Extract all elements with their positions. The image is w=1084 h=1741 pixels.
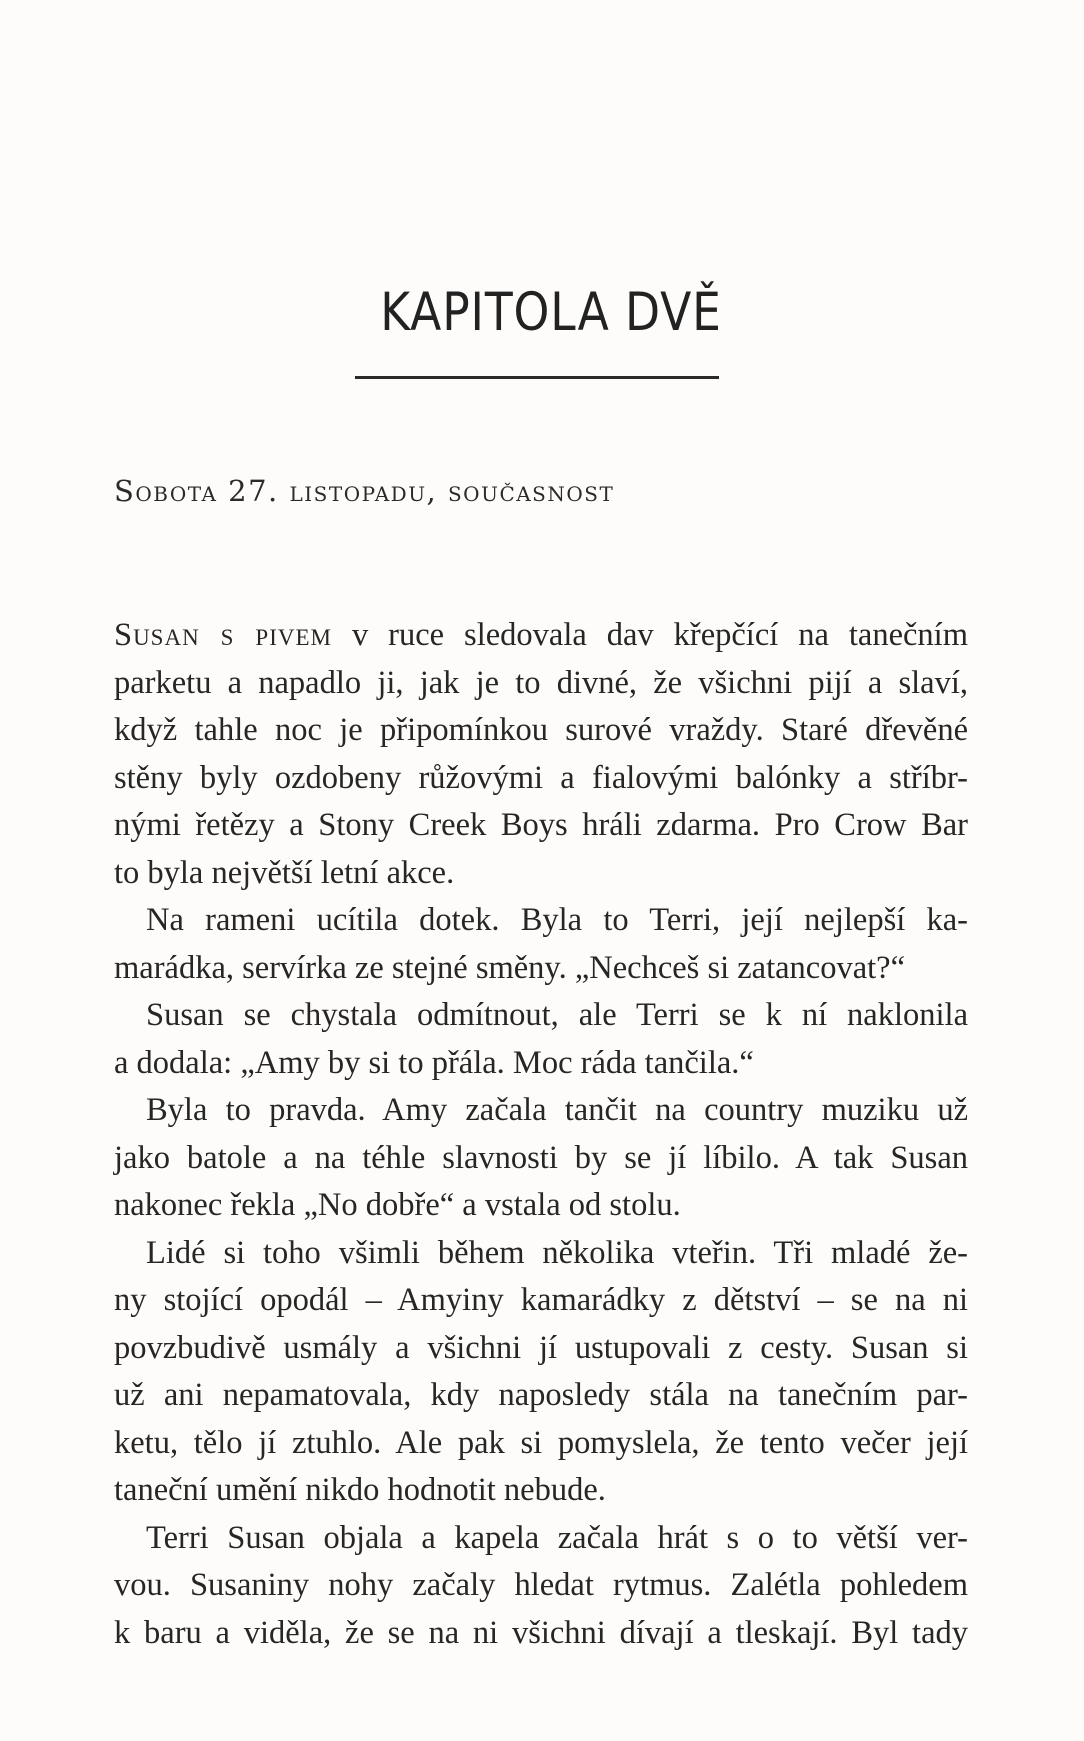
body-text <box>114 612 968 1657</box>
text-line: když tahle noc je připomínkou surové vraždy. Staré dřevěné <box>114 712 968 748</box>
text-line: ketu, tělo jí ztuhlo. Ale pak si pomyslela, že tento večer její <box>114 1424 968 1461</box>
text-line: stěny byly ozdobeny růžovými a fialovými balónky a stříbr- <box>114 759 968 796</box>
text-line: Terri Susan objala a kapela začala hrát s o to větší ver- <box>146 1519 968 1556</box>
text-line: povzbudivě usmály a všichni jí ustupovali z cesty. Susan si <box>114 1329 968 1366</box>
text-line: taneční umění nikdo hodnotit nebude. <box>114 1472 606 1508</box>
text-line: už ani nepamatovala, kdy naposledy stála na tanečním par- <box>114 1377 968 1413</box>
text-line: Byla to pravda. Amy začala tančit na country muziku už <box>146 1092 968 1128</box>
text-line: nakonec řekla „No dobře“ a vstala od stolu. <box>114 1187 681 1223</box>
text-line: to byla největší letní akce. <box>114 854 455 891</box>
text-line: vou. Susaniny nohy začaly hledat rytmus. Zalétla pohledem <box>114 1567 968 1603</box>
text-line: parketu a napadlo ji, jak je to divné, že všichni pijí a slaví, <box>114 664 968 701</box>
text-line: Lidé si toho všimli během několika vteřin. Tři mladé že- <box>146 1234 968 1271</box>
title-underline <box>355 376 719 379</box>
text-line: ny stojící opodál – Amyiny kamarádky z dětství – se na ni <box>114 1282 968 1318</box>
chapter-title: KAPITOLA DVĚ <box>380 282 722 343</box>
text-line: a dodala: „Amy by si to přála. Moc ráda tančila.“ <box>114 1044 754 1081</box>
date-heading: Sobota 27. listopadu, současnost <box>114 474 615 508</box>
text-line: nými řetězy a Stony Creek Boys hráli zdarma. Pro Crow Bar <box>114 807 968 843</box>
text-line: jako batole a na téhle slavnosti by se jí líbilo. A tak Susan <box>114 1139 968 1176</box>
text-line: Susan se chystala odmítnout, ale Terri se k ní naklonila <box>146 997 968 1033</box>
text-line: Susan s pivem v ruce sledovala dav křepčící na tanečním <box>114 617 968 653</box>
text-line: Na rameni ucítila dotek. Byla to Terri, její nejlepší ka- <box>146 902 968 938</box>
text-line: k baru a viděla, že se na ni všichni dívají a tleskají. Byl tady <box>114 1614 968 1651</box>
text-line: marádka, servírka ze stejné směny. „Nechceš si zatancovat?“ <box>114 949 906 986</box>
lead-in-small-caps: Susan s pivem <box>114 617 332 653</box>
